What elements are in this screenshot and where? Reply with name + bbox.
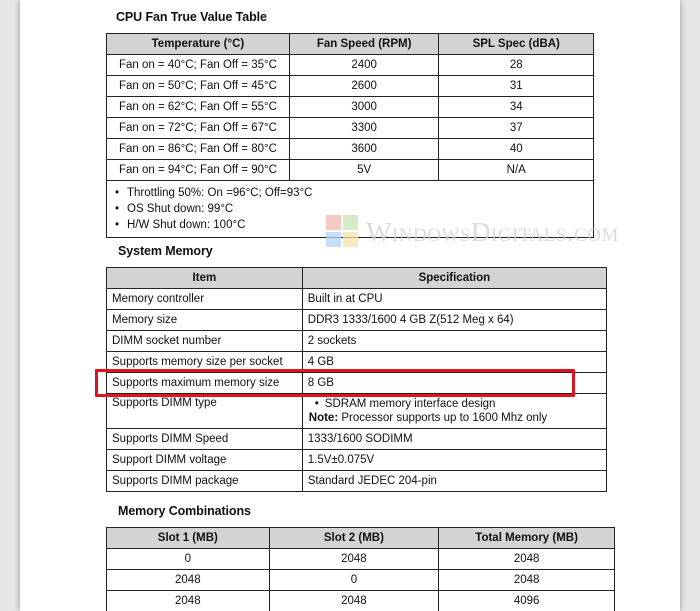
table-row [107, 55, 594, 76]
fan-table-title: CPU Fan True Value Table [116, 10, 267, 24]
table-row [107, 549, 615, 570]
table-cell: Memory size [107, 310, 303, 331]
table-cell: DDR3 1333/1600 4 GB Z(512 Meg x 64) [302, 310, 606, 331]
table-cell: Built in at CPU [302, 289, 606, 310]
watermark-text: WindowsDigitals.com [366, 216, 619, 247]
highlight-box [95, 369, 575, 397]
table-cell: Fan on = 86°C; Fan Off = 80°C [107, 139, 290, 160]
table-cell: Fan on = 72°C; Fan Off = 67°C [107, 118, 290, 139]
column-header: Fan Speed (RPM) [289, 34, 439, 55]
table-cell: 3000 [289, 97, 439, 118]
table-row [107, 471, 607, 492]
table-row [107, 591, 615, 611]
table-cell: 34 [439, 97, 594, 118]
table-cell: 1333/1600 SODIMM [302, 429, 606, 450]
table-cell: Fan on = 62°C; Fan Off = 55°C [107, 97, 290, 118]
table-row [107, 118, 594, 139]
table-cell: Fan on = 40°C; Fan Off = 35°C [107, 55, 290, 76]
table-row [107, 331, 607, 352]
column-header: Total Memory (MB) [439, 528, 615, 549]
table-cell: 0 [107, 549, 270, 570]
memory-table-title: System Memory [118, 244, 213, 258]
table-header-row [107, 268, 607, 289]
table-row [107, 310, 607, 331]
table-row [107, 570, 615, 591]
table-cell: 4096 [439, 591, 615, 611]
table-cell [302, 394, 606, 429]
column-header: Item [107, 268, 303, 289]
table-cell: 28 [439, 55, 594, 76]
table-header-row [107, 528, 615, 549]
table-row [107, 429, 607, 450]
notes-cell [107, 181, 594, 238]
combo-table-title: Memory Combinations [118, 504, 251, 518]
column-header: Slot 1 (MB) [107, 528, 270, 549]
table-cell: 3600 [289, 139, 439, 160]
list-item: • OS Shut down: 99°C [113, 201, 587, 217]
table-cell: 2 sockets [302, 331, 606, 352]
fan-table [106, 33, 594, 238]
table-cell: Supports DIMM Speed [107, 429, 303, 450]
table-cell: 2048 [439, 549, 615, 570]
table-row [107, 139, 594, 160]
table-cell: 40 [439, 139, 594, 160]
table-cell: Supports memory size per socket [107, 352, 303, 373]
table-cell: Supports DIMM type [107, 394, 303, 429]
table-cell: Support DIMM voltage [107, 450, 303, 471]
table-row [107, 76, 594, 97]
table-cell: 2600 [289, 76, 439, 97]
table-cell: Standard JEDEC 204-pin [302, 471, 606, 492]
table-cell: 5V [289, 160, 439, 181]
table-cell: 3300 [289, 118, 439, 139]
notes-list [113, 185, 587, 233]
table-cell: 37 [439, 118, 594, 139]
combo-table [106, 527, 615, 611]
list-item: • SDRAM memory interface design [309, 397, 600, 411]
table-cell: Memory controller [107, 289, 303, 310]
table-cell: 1.5V±0.075V [302, 450, 606, 471]
table-cell: DIMM socket number [107, 331, 303, 352]
table-cell: 2048 [107, 591, 270, 611]
table-cell: 2048 [269, 591, 439, 611]
list-item: • H/W Shut down: 100°C [113, 217, 587, 233]
table-cell: 2400 [289, 55, 439, 76]
table-cell: Fan on = 94°C; Fan Off = 90°C [107, 160, 290, 181]
column-header: SPL Spec (dBA) [439, 34, 594, 55]
table-header-row [107, 34, 594, 55]
table-cell: 8 GB [302, 373, 606, 394]
document-page [20, 0, 680, 611]
table-cell: 4 GB [302, 352, 606, 373]
table-row [107, 160, 594, 181]
table-cell: Supports DIMM package [107, 471, 303, 492]
table-row [107, 97, 594, 118]
table-cell: 31 [439, 76, 594, 97]
note-text: Note: Processor supports up to 1600 Mhz only [308, 412, 548, 424]
table-row [107, 289, 607, 310]
table-row [107, 450, 607, 471]
column-header: Temperature (°C) [107, 34, 290, 55]
table-cell: Fan on = 50°C; Fan Off = 45°C [107, 76, 290, 97]
table-cell: 2048 [269, 549, 439, 570]
column-header: Slot 2 (MB) [269, 528, 439, 549]
table-cell: 0 [269, 570, 439, 591]
table-cell: 2048 [107, 570, 270, 591]
table-cell: N/A [439, 160, 594, 181]
table-row [107, 394, 607, 429]
column-header: Specification [302, 268, 606, 289]
list-item: • Throttling 50%: On =96°C; Off=93°C [113, 185, 587, 201]
notes-row [107, 181, 594, 238]
table-cell: 2048 [439, 570, 615, 591]
table-cell: Supports maximum memory size [107, 373, 303, 394]
